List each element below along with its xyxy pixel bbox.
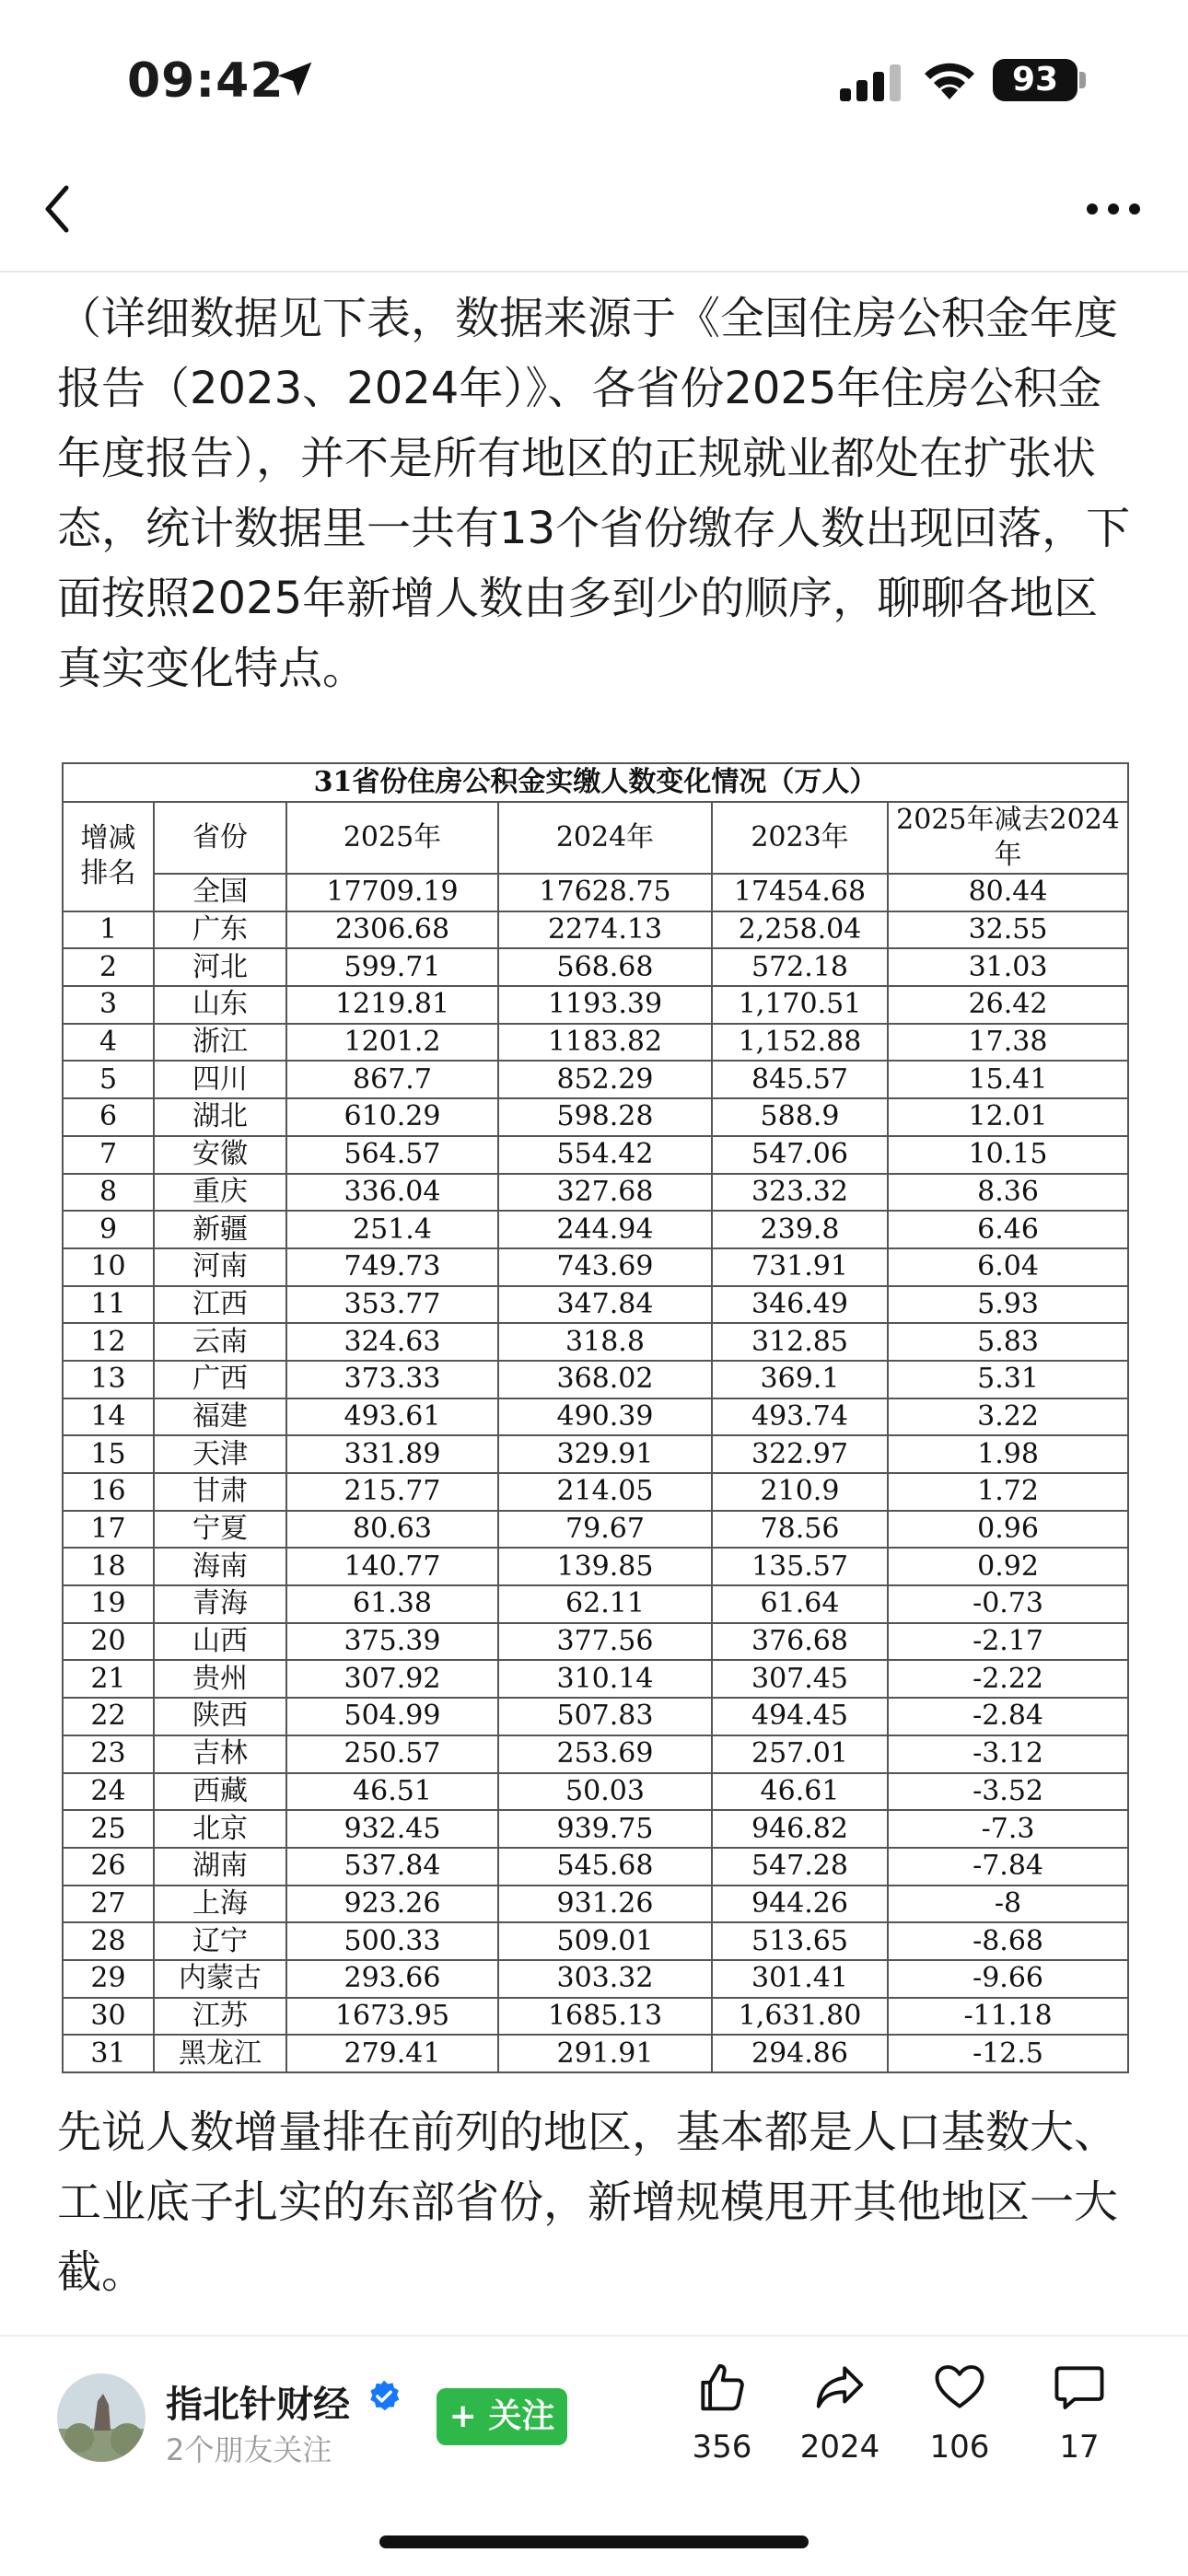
- cell-province: 湖南: [154, 1848, 286, 1886]
- cell-diff: 10.15: [888, 1136, 1128, 1174]
- cell-y2023: 493.74: [712, 1398, 888, 1436]
- table-row-national: [63, 874, 1128, 911]
- cell-province: 湖北: [154, 1098, 286, 1136]
- author-avatar[interactable]: [57, 2373, 146, 2462]
- cell-y2025: 293.66: [286, 1960, 498, 1998]
- cell-y2023: 78.56: [712, 1511, 888, 1549]
- table-body: [63, 911, 1128, 2072]
- cell-y2024: 329.91: [498, 1435, 712, 1473]
- cell-y2025: 331.89: [286, 1435, 498, 1473]
- cell-y2025: 61.38: [286, 1585, 498, 1623]
- cell-rank: 27: [63, 1886, 154, 1923]
- more-dots-icon[interactable]: [1085, 199, 1142, 219]
- table-row: [63, 1174, 1128, 1212]
- cell-y2025: 749.73: [286, 1248, 498, 1286]
- cell-y2023: 513.65: [712, 1922, 888, 1960]
- cell-y2025: 923.26: [286, 1886, 498, 1923]
- cell-y2025: 867.7: [286, 1061, 498, 1098]
- cell-rank: 30: [63, 1998, 154, 2036]
- header-province: 省份: [154, 802, 286, 874]
- cell-rank: 25: [63, 1810, 154, 1848]
- cell-diff: -2.84: [888, 1698, 1128, 1735]
- cell-y2023: 547.06: [712, 1136, 888, 1174]
- friends-follow-count: 2个朋友关注: [166, 2432, 332, 2467]
- cell-province: 天津: [154, 1435, 286, 1473]
- cell-y2024: 545.68: [498, 1848, 712, 1886]
- cell-diff: 1.72: [888, 1473, 1128, 1511]
- cell-diff: -2.22: [888, 1660, 1128, 1698]
- cell-province: 江苏: [154, 1998, 286, 2036]
- cell-y2023: 369.1: [712, 1361, 888, 1398]
- cell-diff: 17.38: [888, 1024, 1128, 1062]
- cell-y2023: 572.18: [712, 948, 888, 986]
- cell-diff: -9.66: [888, 1960, 1128, 1998]
- cell-rank: 7: [63, 1136, 154, 1174]
- cell-y2024: 939.75: [498, 1810, 712, 1848]
- cell-diff: 0.92: [888, 1548, 1128, 1585]
- cell-y2025: 307.92: [286, 1660, 498, 1698]
- cell-y2024: 327.68: [498, 1174, 712, 1212]
- cell-y2024: 214.05: [498, 1473, 712, 1511]
- cell-diff: 0.96: [888, 1511, 1128, 1549]
- cell-province: 海南: [154, 1548, 286, 1585]
- national-name: 全国: [154, 874, 286, 911]
- table-row: [63, 1024, 1128, 1062]
- cell-province: 宁夏: [154, 1511, 286, 1549]
- header-rank: [63, 802, 154, 911]
- header-2025: 2025年: [286, 802, 498, 874]
- cell-province: 重庆: [154, 1174, 286, 1212]
- cell-y2023: 135.57: [712, 1548, 888, 1585]
- status-time: 09:42: [127, 53, 285, 109]
- cell-diff: -3.12: [888, 1735, 1128, 1773]
- header-rank-line2: 排名: [80, 857, 136, 890]
- cell-y2023: 239.8: [712, 1211, 888, 1248]
- cell-diff: -8: [888, 1886, 1128, 1923]
- cell-province: 云南: [154, 1323, 286, 1361]
- share-count: 2024: [799, 2429, 880, 2466]
- cell-province: 吉林: [154, 1735, 286, 1773]
- cell-rank: 29: [63, 1960, 154, 1998]
- cell-y2025: 336.04: [286, 1174, 498, 1212]
- cell-rank: 16: [63, 1473, 154, 1511]
- cell-y2024: 931.26: [498, 1886, 712, 1923]
- table-row: [63, 948, 1128, 986]
- data-table-image: [62, 762, 1127, 2073]
- cell-diff: 12.01: [888, 1098, 1128, 1136]
- cell-y2025: 279.41: [286, 2035, 498, 2072]
- header-2023: 2023年: [712, 802, 888, 874]
- cell-province: 上海: [154, 1886, 286, 1923]
- cell-y2023: 346.49: [712, 1286, 888, 1324]
- cell-y2025: 373.33: [286, 1361, 498, 1398]
- cell-rank: 22: [63, 1698, 154, 1735]
- cell-y2025: 599.71: [286, 948, 498, 986]
- cell-province: 贵州: [154, 1660, 286, 1698]
- cell-diff: 5.31: [888, 1361, 1128, 1398]
- cell-y2024: 310.14: [498, 1660, 712, 1698]
- cell-province: 广东: [154, 911, 286, 949]
- header-2024: 2024年: [498, 802, 712, 874]
- table-row: [63, 1698, 1128, 1735]
- cell-province: 福建: [154, 1398, 286, 1436]
- cell-y2025: 324.63: [286, 1323, 498, 1361]
- table-row: [63, 1623, 1128, 1661]
- cell-y2023: 1,170.51: [712, 986, 888, 1024]
- cell-y2023: 944.26: [712, 1886, 888, 1923]
- cell-y2023: 376.68: [712, 1623, 888, 1661]
- cell-y2023: 547.28: [712, 1848, 888, 1886]
- cell-rank: 28: [63, 1922, 154, 1960]
- cell-province: 江西: [154, 1286, 286, 1324]
- cell-y2024: 139.85: [498, 1548, 712, 1585]
- table-row: [63, 911, 1128, 949]
- cell-y2023: 731.91: [712, 1248, 888, 1286]
- table-row: [63, 1660, 1128, 1698]
- cell-y2023: 210.9: [712, 1473, 888, 1511]
- table-row: [63, 1286, 1128, 1324]
- cell-y2023: 301.41: [712, 1960, 888, 1998]
- cell-diff: -11.18: [888, 1998, 1128, 2036]
- national-2025: 17709.19: [286, 874, 498, 911]
- heart-icon: [931, 2359, 988, 2416]
- cell-rank: 5: [63, 1061, 154, 1098]
- cell-y2024: 1685.13: [498, 1998, 712, 2036]
- cell-diff: -12.5: [888, 2035, 1128, 2072]
- cell-y2024: 291.91: [498, 2035, 712, 2072]
- cell-y2025: 493.61: [286, 1398, 498, 1436]
- cell-y2024: 554.42: [498, 1136, 712, 1174]
- cell-province: 安徽: [154, 1136, 286, 1174]
- comment-button[interactable]: [1024, 2359, 1135, 2466]
- cell-diff: 15.41: [888, 1061, 1128, 1098]
- cell-y2024: 598.28: [498, 1098, 712, 1136]
- share-arrow-icon: [811, 2359, 868, 2416]
- cell-y2025: 215.77: [286, 1473, 498, 1511]
- cell-y2025: 1219.81: [286, 986, 498, 1024]
- cell-diff: 6.04: [888, 1248, 1128, 1286]
- cell-province: 浙江: [154, 1024, 286, 1062]
- cell-rank: 21: [63, 1660, 154, 1698]
- like-count: 356: [692, 2429, 752, 2466]
- table-row: [63, 1998, 1128, 2036]
- cell-y2025: 1201.2: [286, 1024, 498, 1062]
- cell-rank: 9: [63, 1211, 154, 1248]
- cell-y2024: 509.01: [498, 1922, 712, 1960]
- table-row: [63, 1361, 1128, 1398]
- cell-y2025: 140.77: [286, 1548, 498, 1585]
- cell-y2024: 318.8: [498, 1323, 712, 1361]
- table-title: 31省份住房公积金实缴人数变化情况（万人）: [63, 763, 1128, 802]
- thumbs-up-icon: [693, 2359, 751, 2416]
- cell-y2025: 353.77: [286, 1286, 498, 1324]
- header-diff: 2025年减去2024年: [888, 802, 1128, 874]
- table-row: [63, 1136, 1128, 1174]
- cell-y2024: 50.03: [498, 1773, 712, 1811]
- cell-rank: 31: [63, 2035, 154, 2072]
- location-arrow-icon: [274, 59, 315, 99]
- table-row: [63, 1886, 1128, 1923]
- cell-y2025: 375.39: [286, 1623, 498, 1661]
- cell-province: 辽宁: [154, 1922, 286, 1960]
- cell-y2024: 852.29: [498, 1061, 712, 1098]
- cell-y2025: 46.51: [286, 1773, 498, 1811]
- national-2024: 17628.75: [498, 874, 712, 911]
- table-row: [63, 1511, 1128, 1549]
- table-row: [63, 1848, 1128, 1886]
- wifi-icon: [921, 57, 978, 101]
- cell-province: 黑龙江: [154, 2035, 286, 2072]
- cell-diff: 8.36: [888, 1174, 1128, 1212]
- cell-rank: 11: [63, 1286, 154, 1324]
- cell-diff: -3.52: [888, 1773, 1128, 1811]
- cell-y2025: 2306.68: [286, 911, 498, 949]
- cell-rank: 17: [63, 1511, 154, 1549]
- cell-y2023: 494.45: [712, 1698, 888, 1735]
- cell-y2023: 322.97: [712, 1435, 888, 1473]
- cell-y2024: 368.02: [498, 1361, 712, 1398]
- cell-rank: 2: [63, 948, 154, 986]
- cell-y2024: 1183.82: [498, 1024, 712, 1062]
- cell-province: 新疆: [154, 1211, 286, 1248]
- cell-rank: 10: [63, 1248, 154, 1286]
- cell-y2024: 1193.39: [498, 986, 712, 1024]
- cell-province: 陕西: [154, 1698, 286, 1735]
- cell-y2025: 251.4: [286, 1211, 498, 1248]
- cell-diff: -8.68: [888, 1922, 1128, 1960]
- cell-y2024: 377.56: [498, 1623, 712, 1661]
- cell-rank: 1: [63, 911, 154, 949]
- cell-y2023: 61.64: [712, 1585, 888, 1623]
- cell-y2023: 257.01: [712, 1735, 888, 1773]
- cell-y2025: 564.57: [286, 1136, 498, 1174]
- cell-rank: 3: [63, 986, 154, 1024]
- table-row: [63, 1473, 1128, 1511]
- cell-y2023: 1,631.80: [712, 1998, 888, 2036]
- cell-rank: 24: [63, 1773, 154, 1811]
- cell-rank: 4: [63, 1024, 154, 1062]
- cell-rank: 26: [63, 1848, 154, 1886]
- cell-y2023: 46.61: [712, 1773, 888, 1811]
- cell-province: 北京: [154, 1810, 286, 1848]
- cell-diff: 5.93: [888, 1286, 1128, 1324]
- cell-y2024: 347.84: [498, 1286, 712, 1324]
- table-row: [63, 1548, 1128, 1585]
- cell-y2025: 610.29: [286, 1098, 498, 1136]
- cell-y2023: 1,152.88: [712, 1024, 888, 1062]
- cell-diff: 3.22: [888, 1398, 1128, 1436]
- provident-fund-table: [62, 762, 1129, 2073]
- follow-button[interactable]: + 关注: [437, 2388, 567, 2445]
- like-button[interactable]: [667, 2359, 777, 2466]
- table-row: [63, 1435, 1128, 1473]
- cell-y2023: 294.86: [712, 2035, 888, 2072]
- comment-count: 17: [1059, 2429, 1100, 2466]
- share-button[interactable]: [785, 2359, 895, 2466]
- cell-rank: 13: [63, 1361, 154, 1398]
- cell-diff: -7.3: [888, 1810, 1128, 1848]
- favorite-count: 106: [929, 2429, 990, 2466]
- cell-province: 山东: [154, 986, 286, 1024]
- cell-rank: 20: [63, 1623, 154, 1661]
- cell-y2023: 588.9: [712, 1098, 888, 1136]
- cell-y2024: 2274.13: [498, 911, 712, 949]
- cell-province: 西藏: [154, 1773, 286, 1811]
- cell-province: 甘肃: [154, 1473, 286, 1511]
- table-row: [63, 2035, 1128, 2072]
- cell-y2024: 253.69: [498, 1735, 712, 1773]
- cell-rank: 14: [63, 1398, 154, 1436]
- cell-y2023: 312.85: [712, 1323, 888, 1361]
- cell-diff: -7.84: [888, 1848, 1128, 1886]
- cell-province: 内蒙古: [154, 1960, 286, 1998]
- cell-y2025: 250.57: [286, 1735, 498, 1773]
- cell-y2024: 79.67: [498, 1511, 712, 1549]
- cell-province: 山西: [154, 1623, 286, 1661]
- cell-rank: 8: [63, 1174, 154, 1212]
- header-rank-line1: 增减: [80, 822, 136, 855]
- table-row: [63, 1061, 1128, 1098]
- table-row: [63, 1585, 1128, 1623]
- cell-y2024: 743.69: [498, 1248, 712, 1286]
- article-paragraph-intro: （详细数据见下表，数据来源于《全国住房公积金年度报告（2023、2024年）》、各省份2025年住房公积金年度报告），并不是所有地区的正规就业都处在扩张状态，统计数据里一共有13个省份缴存人数出现回落，下面按照2025年新增人数由多到少的顺序，聊聊各地区真实变化特点。: [57, 293, 1131, 694]
- status-bar: [0, 0, 1188, 157]
- table-row: [63, 1323, 1128, 1361]
- cell-diff: 5.83: [888, 1323, 1128, 1361]
- cell-rank: 6: [63, 1098, 154, 1136]
- author-name[interactable]: 指北针财经: [166, 2384, 350, 2426]
- cell-rank: 23: [63, 1735, 154, 1773]
- table-row: [63, 1735, 1128, 1773]
- table-row: [63, 1773, 1128, 1811]
- home-indicator: [379, 2535, 809, 2548]
- cell-y2025: 500.33: [286, 1922, 498, 1960]
- cell-province: 青海: [154, 1585, 286, 1623]
- table-row: [63, 1098, 1128, 1136]
- table-row: [63, 1398, 1128, 1436]
- table-row: [63, 1248, 1128, 1286]
- cell-y2023: 946.82: [712, 1810, 888, 1848]
- cell-y2024: 490.39: [498, 1398, 712, 1436]
- favorite-button[interactable]: [904, 2359, 1015, 2466]
- cell-province: 河北: [154, 948, 286, 986]
- cell-province: 广西: [154, 1361, 286, 1398]
- cell-diff: 32.55: [888, 911, 1128, 949]
- cell-diff: 6.46: [888, 1211, 1128, 1248]
- cell-diff: -2.17: [888, 1623, 1128, 1661]
- cell-y2024: 568.68: [498, 948, 712, 986]
- cell-province: 河南: [154, 1248, 286, 1286]
- battery-indicator: 93: [993, 59, 1077, 101]
- table-row: [63, 1211, 1128, 1248]
- cell-y2025: 537.84: [286, 1848, 498, 1886]
- cell-y2023: 2,258.04: [712, 911, 888, 949]
- cell-y2024: 303.32: [498, 1960, 712, 1998]
- nav-bar: [0, 157, 1188, 273]
- comment-bubble-icon: [1051, 2359, 1108, 2416]
- cell-rank: 18: [63, 1548, 154, 1585]
- cell-y2024: 507.83: [498, 1698, 712, 1735]
- cell-y2025: 1673.95: [286, 1998, 498, 2036]
- national-diff: 80.44: [888, 874, 1128, 911]
- cell-y2023: 845.57: [712, 1061, 888, 1098]
- cell-rank: 15: [63, 1435, 154, 1473]
- battery-tip: [1079, 72, 1086, 88]
- cell-y2025: 504.99: [286, 1698, 498, 1735]
- cell-province: 四川: [154, 1061, 286, 1098]
- cell-y2023: 307.45: [712, 1660, 888, 1698]
- cell-diff: 1.98: [888, 1435, 1128, 1473]
- national-2023: 17454.68: [712, 874, 888, 911]
- table-row: [63, 1960, 1128, 1998]
- cell-y2025: 932.45: [286, 1810, 498, 1848]
- signal-bars-icon: [840, 64, 904, 101]
- cell-y2025: 80.63: [286, 1511, 498, 1549]
- verified-badge-icon: [367, 2379, 402, 2414]
- table-row: [63, 1810, 1128, 1848]
- cell-diff: 31.03: [888, 948, 1128, 986]
- cell-y2023: 323.32: [712, 1174, 888, 1212]
- cell-y2024: 62.11: [498, 1585, 712, 1623]
- cell-y2024: 244.94: [498, 1211, 712, 1248]
- cell-diff: -0.73: [888, 1585, 1128, 1623]
- table-row: [63, 1922, 1128, 1960]
- table-row: [63, 986, 1128, 1024]
- cell-rank: 12: [63, 1323, 154, 1361]
- chevron-left-icon[interactable]: [37, 179, 79, 239]
- cell-rank: 19: [63, 1585, 154, 1623]
- article-paragraph-next: 先说人数增量排在前列的地区，基本都是人口基数大、工业底子扎实的东部省份，新增规模甩开其他地区一大截。: [57, 2106, 1119, 2298]
- cell-diff: 26.42: [888, 986, 1128, 1024]
